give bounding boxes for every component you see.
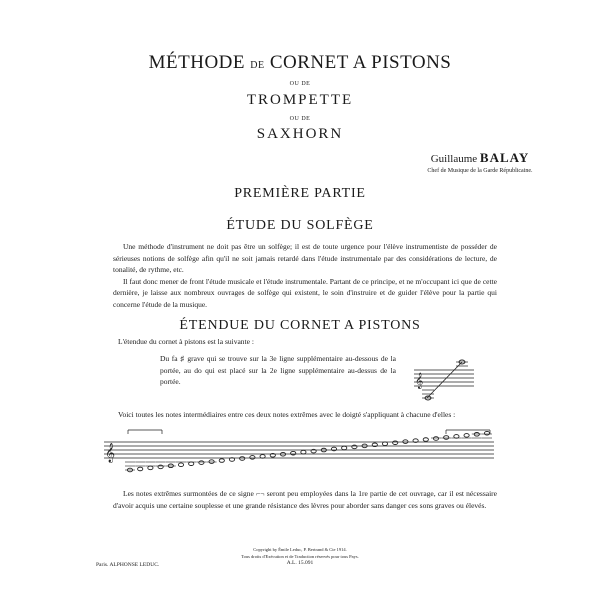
note-head bbox=[352, 445, 357, 449]
note-head bbox=[219, 459, 224, 463]
note-head bbox=[209, 460, 214, 464]
note-head bbox=[260, 455, 265, 459]
title-saxhorn: SAXHORN bbox=[256, 126, 344, 142]
copyright-line-1: Copyright by Émile Leduc, P. Bertrand & Cie 1914. bbox=[253, 547, 347, 552]
range-description: Du fa ♯ grave qui se trouve sur la 3e ligne supplémentaire au-dessous de la portée, au do qui est placé sur la 2e ligne supplémentaire au-dessus de la portée. bbox=[160, 354, 396, 386]
note-head bbox=[240, 457, 245, 461]
note-head bbox=[291, 451, 296, 455]
author-block bbox=[400, 150, 560, 174]
method-title bbox=[0, 52, 600, 74]
etendue-intro: L'étendue du cornet à pistons est la suivante : bbox=[118, 337, 254, 346]
copyright-notice bbox=[180, 547, 420, 567]
author-first-name: Guillaume bbox=[430, 153, 478, 165]
footer-paragraph: Les notes extrêmes surmontées de ce signe ⌐¬ seront peu employées dans la 1re partie de cet ouvrage, car il est nécessaire d'avoir acquis une certaine souplesse et une grande résistance des lèvres pour aborder sans danger ces sons graves ou élevés. bbox=[113, 489, 497, 510]
copyright-line-2: Tous droits d'Exécution et de Traduction réservés pour tous Pays. bbox=[241, 553, 359, 559]
note-head bbox=[301, 450, 306, 454]
note-head bbox=[189, 462, 194, 466]
note-head bbox=[342, 446, 347, 450]
note-head bbox=[199, 461, 204, 465]
note-head bbox=[382, 442, 387, 446]
title-methode: MÉTHODE bbox=[148, 52, 246, 73]
note-head bbox=[148, 466, 153, 470]
solfege-heading: ÉTUDE DU SOLFÈGE bbox=[226, 218, 374, 233]
part-title: PREMIÈRE PARTIE bbox=[234, 186, 366, 201]
solfege-text bbox=[113, 241, 497, 310]
notes-caption: Voici toutes les notes intermédiaires entre ces deux notes extrêmes avec le doigté s'appliquant à chacune d'elles : bbox=[118, 410, 456, 419]
note-heads bbox=[125, 431, 492, 471]
publisher-name: Paris. ALPHONSE LEDUC. bbox=[96, 562, 160, 568]
solfege-paragraph-1: Une méthode d'instrument ne doit pas être un solfège; il est de toute urgence pour l'élève instrumentiste de posséder de sérieuses notions de solfège afin qu'il ne soit jamais retardé dans l'étude instrumentale par des considérations de lecture, de tonalité, de rythme, etc. bbox=[113, 242, 497, 274]
svg-text:𝄞: 𝄞 bbox=[105, 443, 116, 463]
note-head bbox=[433, 437, 438, 441]
title-trompette: TROMPETTE bbox=[246, 92, 354, 108]
title-de: DE bbox=[250, 60, 265, 71]
ou-de-1: OU DE bbox=[289, 81, 311, 87]
svg-text:𝄞: 𝄞 bbox=[415, 373, 424, 389]
plate-number: A.L. 15.091 bbox=[286, 560, 314, 566]
author-last-name: BALAY bbox=[479, 150, 530, 165]
note-head bbox=[138, 467, 143, 471]
note-head bbox=[444, 436, 449, 440]
footer-text bbox=[113, 488, 497, 511]
note-head bbox=[484, 431, 489, 435]
note-head bbox=[393, 441, 398, 445]
note-head bbox=[158, 465, 163, 469]
title-cornet: CORNET A PISTONS bbox=[269, 52, 452, 73]
range-staff-figure bbox=[412, 350, 476, 406]
etendue-heading: ÉTENDUE DU CORNET A PISTONS bbox=[179, 318, 421, 333]
author-title: Chef de Musique de la Garde Républicaine. bbox=[427, 168, 533, 174]
ou-de-2: OU DE bbox=[289, 116, 311, 122]
author-name bbox=[400, 150, 560, 166]
fingering-chart-staff bbox=[102, 428, 498, 476]
note-head bbox=[423, 438, 428, 442]
note-head bbox=[454, 435, 459, 439]
note-head bbox=[464, 434, 469, 438]
note-head bbox=[250, 456, 255, 460]
solfege-paragraph-2: Il faut donc mener de front l'étude musicale et l'étude instrumentale. Partant de ce principe, et ne m'occupant ici que de cette dernière, je laisse aux nombreux ouvrages de solfège qui existent, le soin d'instruire et de guider l'élève pour la partie qui concerne l'étude de la musique. bbox=[113, 276, 497, 309]
note-head bbox=[178, 463, 183, 467]
